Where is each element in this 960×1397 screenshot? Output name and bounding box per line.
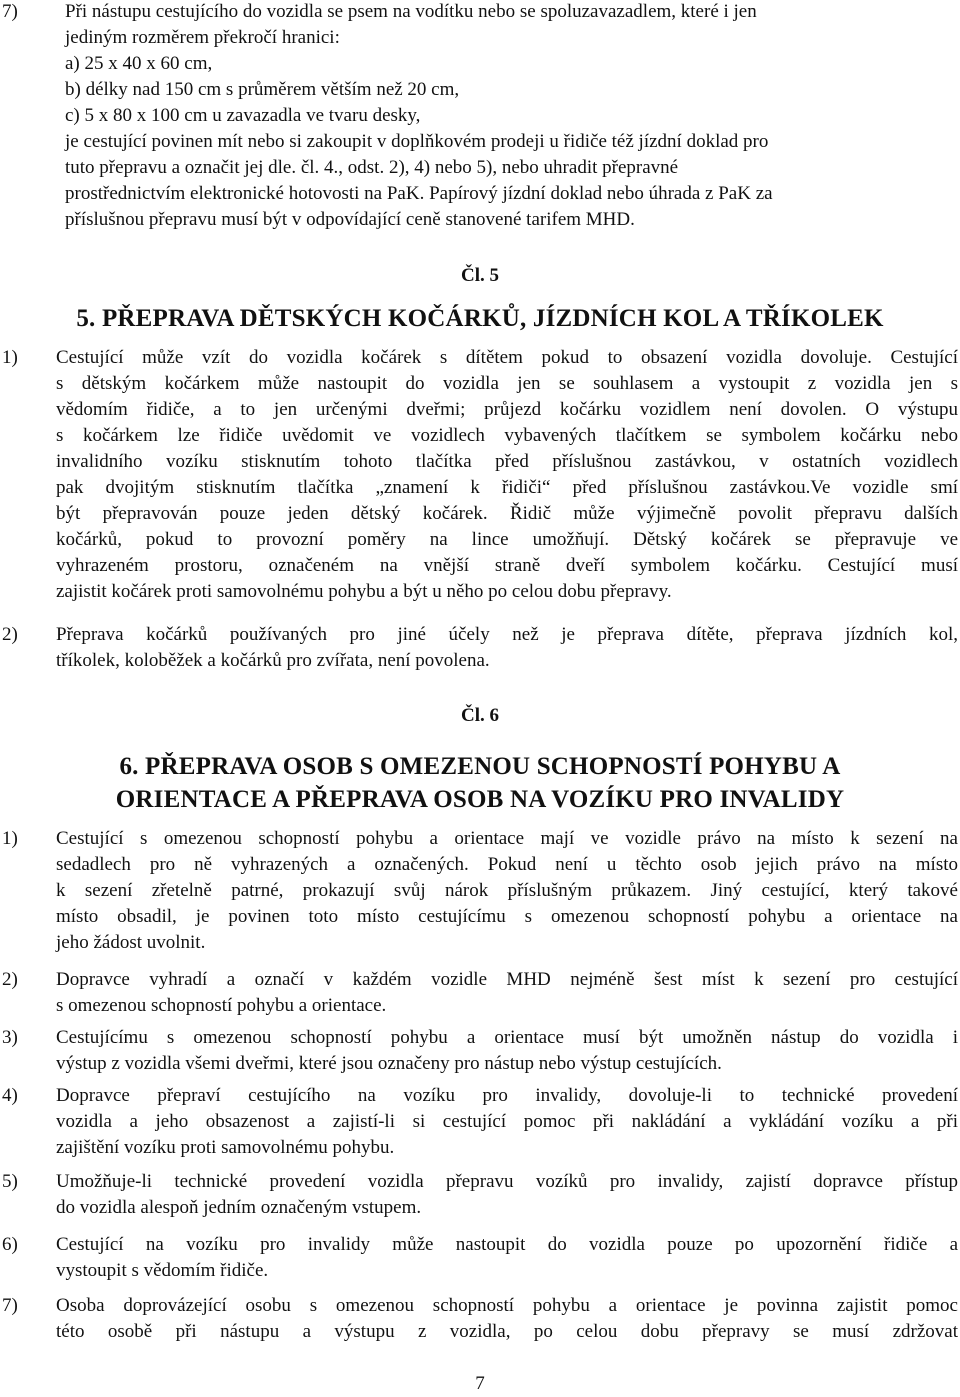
item-number: 7) — [2, 1295, 18, 1316]
text-line: být přepravován pouze jeden dětský kočárek. Řidič může výjimečně povolit přepravu dalších — [56, 503, 958, 524]
item-number: 1) — [2, 828, 18, 849]
text-line: vozidla a jeho obsazenost a zajistí-li si cestující pomoc při nakládání a vykládání vozíku a při — [56, 1111, 958, 1132]
text-line: Osoba doprovázející osobu s omezenou schopností pohybu a orientace je povinna zajistit pomoc — [56, 1295, 958, 1316]
page-number: 7 — [475, 1373, 485, 1394]
text-line: kočárků, pokud to provozní poměry na lince umožňují. Dětský kočárek se přepravuje ve — [56, 529, 958, 550]
item-number: 2) — [2, 969, 18, 990]
section-heading-line1: 6. PŘEPRAVA OSOB S OMEZENOU SCHOPNOSTÍ POHYBU A — [119, 753, 841, 780]
text-line: Cestující s omezenou schopností pohybu a orientace mají ve vozidle právo na místo k sezení na — [56, 828, 958, 849]
item-number: 2) — [2, 624, 18, 645]
text-line: Dopravce vyhradí a označí v každém vozidle MHD nejméně šest míst k sezení pro cestující — [56, 969, 958, 990]
text-line: s omezenou schopností pohybu a orientace. — [56, 995, 387, 1016]
section-heading: 5. PŘEPRAVA DĚTSKÝCH KOČÁRKŮ, JÍZDNÍCH KOL A TŘÍKOLEK — [76, 305, 884, 332]
text-line: zajištění vozíku proti samovolnému pohybu. — [56, 1137, 395, 1158]
text-line: Cestující na vozíku pro invalidy může nastoupit do vozidla pouze po upozornění řidiče a — [56, 1234, 958, 1255]
text-line: Přeprava kočárků používaných pro jiné účely než je přeprava dítěte, přeprava jízdních kol, — [56, 624, 958, 645]
text-line: tříkolek, koloběžek a kočárků pro zvířata, není povolena. — [56, 650, 490, 671]
text-line: vystoupit s vědomím řidiče. — [56, 1260, 269, 1281]
text-line: Dopravce přepraví cestujícího na vozíku pro invalidy, dovoluje-li to technické provedení — [56, 1085, 958, 1106]
item-number: 1) — [2, 347, 18, 368]
text-line: pak dvojitým stisknutím tlačítka „znamení k řidiči“ před příslušnou zastávkou.Ve vozidle smí — [56, 477, 958, 498]
text-line: jediným rozměrem překročí hranici: — [65, 27, 340, 48]
text-line: zajistit kočárek proti samovolnému pohybu a být u něho po celou dobu přepravy. — [56, 581, 672, 602]
text-line: b) délky nad 150 cm s průměrem větším než 20 cm, — [65, 79, 460, 100]
text-line: je cestující povinen mít nebo si zakoupit v doplňkovém prodeji u řidiče též jízdní doklad pro — [65, 131, 769, 152]
text-line: příslušnou přepravu musí být v odpovídající ceně stanovené tarifem MHD. — [65, 209, 635, 230]
item-number: 7) — [2, 1, 18, 22]
text-line: a) 25 x 40 x 60 cm, — [65, 53, 213, 74]
text-line: této osobě při nástupu a výstupu z vozidla, po celou dobu přepravy se musí zdržovat — [56, 1321, 958, 1342]
text-line: tuto přepravu a označit jej dle. čl. 4., odst. 2), 4) nebo 5), nebo uhradit přepravné — [65, 157, 679, 178]
text-line: k sezení zřetelně patrné, prokazují svůj nárok příslušným průkazem. Jiný cestující, který takové — [56, 880, 958, 901]
item-number: 3) — [2, 1027, 18, 1048]
text-line: výstup z vozidla všemi dveřmi, které jsou označeny pro nástup nebo výstup cestujících. — [56, 1053, 722, 1074]
text-line: místo obsadil, je povinen toto místo cestujícímu s omezenou schopností pohybu a orientace na — [56, 906, 958, 927]
text-line: prostřednictvím elektronické hotovosti na PaK. Papírový jízdní doklad nebo úhrada z PaK za — [65, 183, 773, 204]
text-line: s dětským kočárkem může nastoupit do vozidla jen se souhlasem a vystoupit z vozidla jen s — [56, 373, 958, 394]
item-number: 4) — [2, 1085, 18, 1106]
text-line: Umožňuje-li technické provedení vozidla přepravu vozíků pro invalidy, zajistí dopravce přístup — [56, 1171, 958, 1192]
text-line: Cestující může vzít do vozidla kočárek s dítětem pokud to obsazení vozidla dovoluje. Cestující — [56, 347, 958, 368]
article-label: Čl. 5 — [461, 265, 499, 286]
text-line: Cestujícímu s omezenou schopností pohybu a orientace musí být umožněn nástup do vozidla i — [56, 1027, 958, 1048]
text-line: vyhrazeném prostoru, označeném na vnější straně dveří symbolem kočárku. Cestující musí — [56, 555, 958, 576]
text-line: Při nástupu cestujícího do vozidla se psem na vodítku nebo se spoluzavazadlem, které i jen — [65, 1, 757, 22]
article-label: Čl. 6 — [461, 705, 499, 726]
text-line: do vozidla alespoň jedním označeným vstupem. — [56, 1197, 422, 1218]
item-number: 5) — [2, 1171, 18, 1192]
text-line: s kočárkem lze řidiče uvědomit ve vozidlech vybavených tlačítkem se symbolem kočárku nebo — [56, 425, 958, 446]
text-line: invalidního vozíku stisknutím tohoto tlačítka před příslušnou zastávkou, v ostatních vozidlech — [56, 451, 958, 472]
text-line: c) 5 x 80 x 100 cm u zavazadla ve tvaru desky, — [65, 105, 421, 126]
item-number: 6) — [2, 1234, 18, 1255]
section-heading-line2: ORIENTACE A PŘEPRAVA OSOB NA VOZÍKU PRO INVALIDY — [115, 786, 845, 813]
text-line: jeho žádost uvolnit. — [56, 932, 206, 953]
text-line: vědomím řidiče, a to jen určenými dveřmi; průjezd kočárku vozidlem není dovolen. O výstupu — [56, 399, 958, 420]
text-line: sedadlech pro ně vyhrazených a označených. Pokud není u těchto osob jejich právo na místo — [56, 854, 958, 875]
